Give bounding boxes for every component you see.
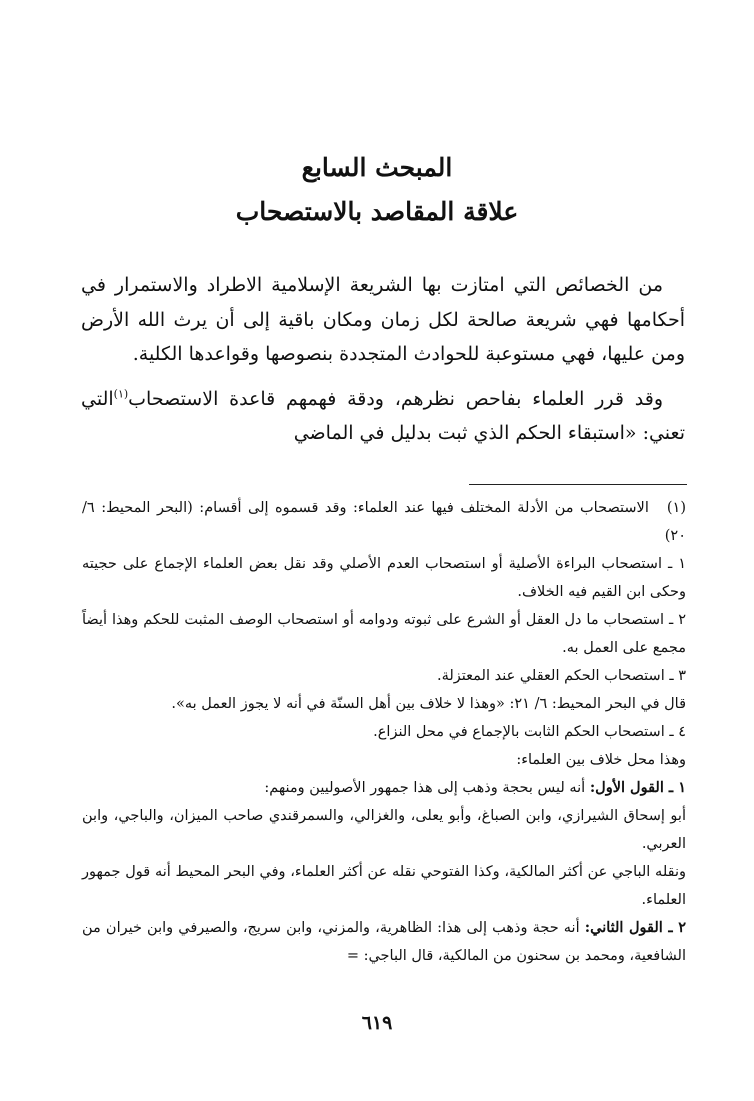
footnote-divider bbox=[469, 484, 687, 485]
footnote-intro bbox=[82, 494, 686, 550]
footnote-item-1: ١ ـ استصحاب البراءة الأصلية أو استصحاب العدم الأصلي وقد نقل بعض العلماء الإجماع على حجيته وحكى ابن القيم فيه الخلاف. bbox=[82, 556, 686, 600]
page-number: ٦١٩ bbox=[361, 1012, 393, 1034]
section-heading bbox=[0, 146, 754, 234]
footnote-view-2 bbox=[82, 914, 686, 970]
footnote-intro-text: الاستصحاب من الأدلة المختلف فيها عند العلماء: وقد قسموه إلى أقسام: (البحر المحيط: ٦/ ٢٠) bbox=[82, 500, 686, 544]
footnote-item-3: ٣ ـ استصحاب الحكم العقلي عند المعتزلة. bbox=[436, 668, 686, 684]
footnote-reference: (١) bbox=[113, 387, 129, 401]
footnote-quote: قال في البحر المحيط: ٦/ ٢١: «وهذا لا خلاف بين أهل السنّة في أنه لا يجوز العمل به». bbox=[171, 696, 686, 712]
view-1-label: ١ ـ القول الأول: bbox=[589, 779, 686, 796]
footnote-item-4: ٤ ـ استصحاب الحكم الثابت بالإجماع في محل النزاع. bbox=[373, 724, 686, 740]
footnote-view-1-names: أبو إسحاق الشيرازي، وابن الصباغ، وأبو يعلى، والغزالي، والسمرقندي صاحب الميزان، والباجي، وابن العربي. bbox=[82, 808, 686, 852]
section-subtitle: علاقة المقاصد بالاستصحاب bbox=[235, 197, 519, 226]
footnote-view-1 bbox=[82, 774, 686, 802]
paragraph-1: من الخصائص التي امتازت بها الشريعة الإسلامية الاطراد والاستمرار في أحكامها فهي شريعة صالحة لكل زمان ومكان باقية إلى أن يرث الله الأرض ومن عليها، فهي مستوعبة للحوادث المتجددة بنصوصها وقواعدها الكلية. bbox=[81, 274, 685, 365]
paragraph-2 bbox=[81, 382, 685, 451]
footnote-view-1-note: ونقله الباجي عن أكثر المالكية، وكذا الفتوحي نقله عن أكثر العلماء، وفي البحر المحيط أنه قول جمهور العلماء. bbox=[82, 864, 686, 908]
view-2-label: ٢ ـ القول الثاني: bbox=[584, 919, 686, 936]
paragraph-2-start: وقد قرر العلماء بفاحص نظرهم، ودقة فهمهم قاعدة الاستصحاب bbox=[128, 387, 663, 410]
view-2-text: أنه حجة وذهب إلى هذا: الظاهرية، والمزني، وابن سريج، والصيرفي وابن خيران من الشافعية، ومحمد بن سحنون من المالكية، قال الباجي: = bbox=[82, 920, 686, 964]
main-text bbox=[81, 268, 685, 461]
view-1-text: أنه ليس بحجة وذهب إلى هذا جمهور الأصوليين ومنهم: bbox=[264, 780, 590, 796]
footnotes bbox=[82, 494, 686, 970]
footnote-item-2: ٢ ـ استصحاب ما دل العقل أو الشرع على ثبوته ودوامه أو استصحاب الوصف المثبت للحكم وهذا أيضاً مجمع على العمل به. bbox=[82, 612, 686, 656]
footnote-marker: (١) bbox=[666, 500, 686, 516]
paragraph-2-end: التي تعني: «استبقاء الحكم الذي ثبت بدليل في الماضي bbox=[81, 387, 685, 444]
footnote-dispute: وهذا محل خلاف بين العلماء: bbox=[516, 752, 686, 768]
chapter-title: المبحث السابع bbox=[301, 153, 453, 182]
